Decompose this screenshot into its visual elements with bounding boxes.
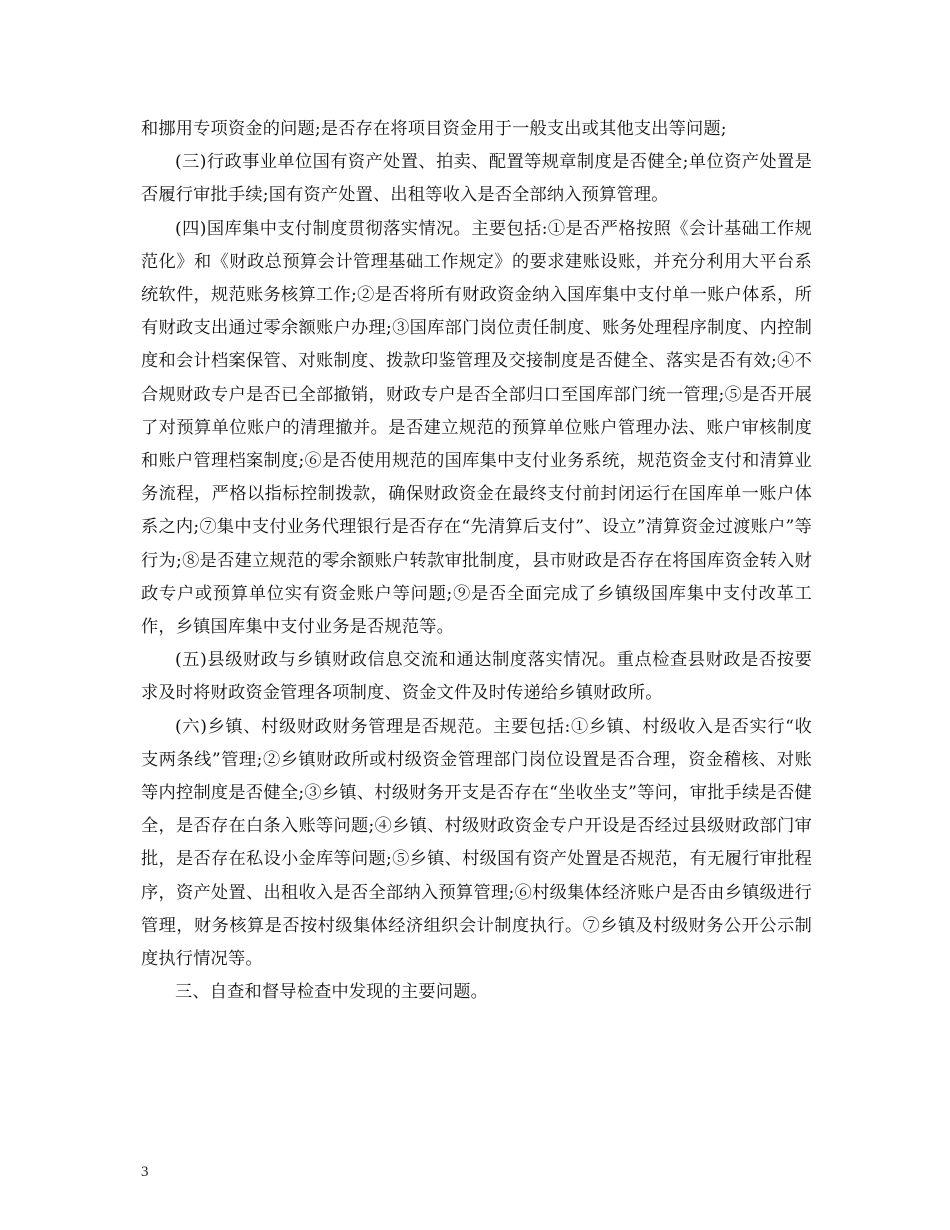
body-text	[141, 113, 812, 1009]
paragraph-section-5: (五)县级财政与乡镇财政信息交流和通达制度落实情况。重点检查县财政是否按要求及时将财政资金管理各项制度、资金文件及时传递给乡镇财政所。	[141, 650, 812, 704]
page-number: 3	[141, 1164, 149, 1180]
paragraph-section-4: (四)国库集中支付制度贯彻落实情况。主要包括:①是否严格按照《会计基础工作规范化》和《财政总预算会计管理基础工作规定》的要求建账设账，并充分利用大平台系统软件，规范账务核算工作;②是否将所有财政资金纳入国库集中支付单一账户体系，所有财政支出通过零余额账户办理;③国库部门岗位责任制度、账务处理程序制度、内控制度和会计档案保管、对账制度、拨款印鉴管理及交接制度是否健全、落实是否有效;④不合规财政专户是否已全部撤销，财政专户是否全部归口至国库部门统一管理;⑤是否开展了对预算单位账户的清理撤并。是否建立规范的预算单位账户管理办法、账户审核制度和账户管理档案制度;⑥是否使用规范的国库集中支付业务系统，规范资金支付和清算业务流程，严格以指标控制拨款，确保财政资金在最终支付前封闭运行在国库单一账户体系之内;⑦集中支付业务代理银行是否存在“先清算后支付”、设立”清算资金过渡账户”等行为;⑧是否建立规范的零余额账户转款审批制度，县市财政是否存在将国库资金转入财政专户或预算单位实有资金账户等问题;⑨是否全面完成了乡镇级国库集中支付改革工作，乡镇国库集中支付业务是否规范等。	[141, 218, 812, 638]
paragraph-heading-problems: 三、自查和督导检查中发现的主要问题。	[175, 982, 488, 1003]
paragraph-continuation: 和挪用专项资金的问题;是否存在将项目资金用于一般支出或其他支出等问题;	[141, 119, 727, 139]
paragraph-section-6: (六)乡镇、村级财政财务管理是否规范。主要包括:①乡镇、村级收入是否实行“收支两条线”管理;②乡镇财政所或村级资金管理部门岗位设置是否合理，资金稽核、对账等内控制度是否健全;③乡镇、村级财务开支是否存在“坐收坐支”等问，审批手续是否健全，是否存在白条入账等问题;④乡镇、村级财政资金专户开设是否经过县级财政部门审批，是否存在私设小金库等问题;⑤乡镇、村级国有资产处置是否规范，有无履行审批程序，资产处置、出租收入是否全部纳入预算管理;⑥村级集体经济账户是否由乡镇级进行管理，财务核算是否按村级集体经济组织会计制度执行。⑦乡镇及村级财务公开公示制度执行情况等。	[141, 716, 812, 970]
paragraph-section-3: (三)行政事业单位国有资产处置、拍卖、配置等规章制度是否健全;单位资产处置是否履行审批手续;国有资产处置、出租等收入是否全部纳入预算管理。	[141, 152, 812, 206]
